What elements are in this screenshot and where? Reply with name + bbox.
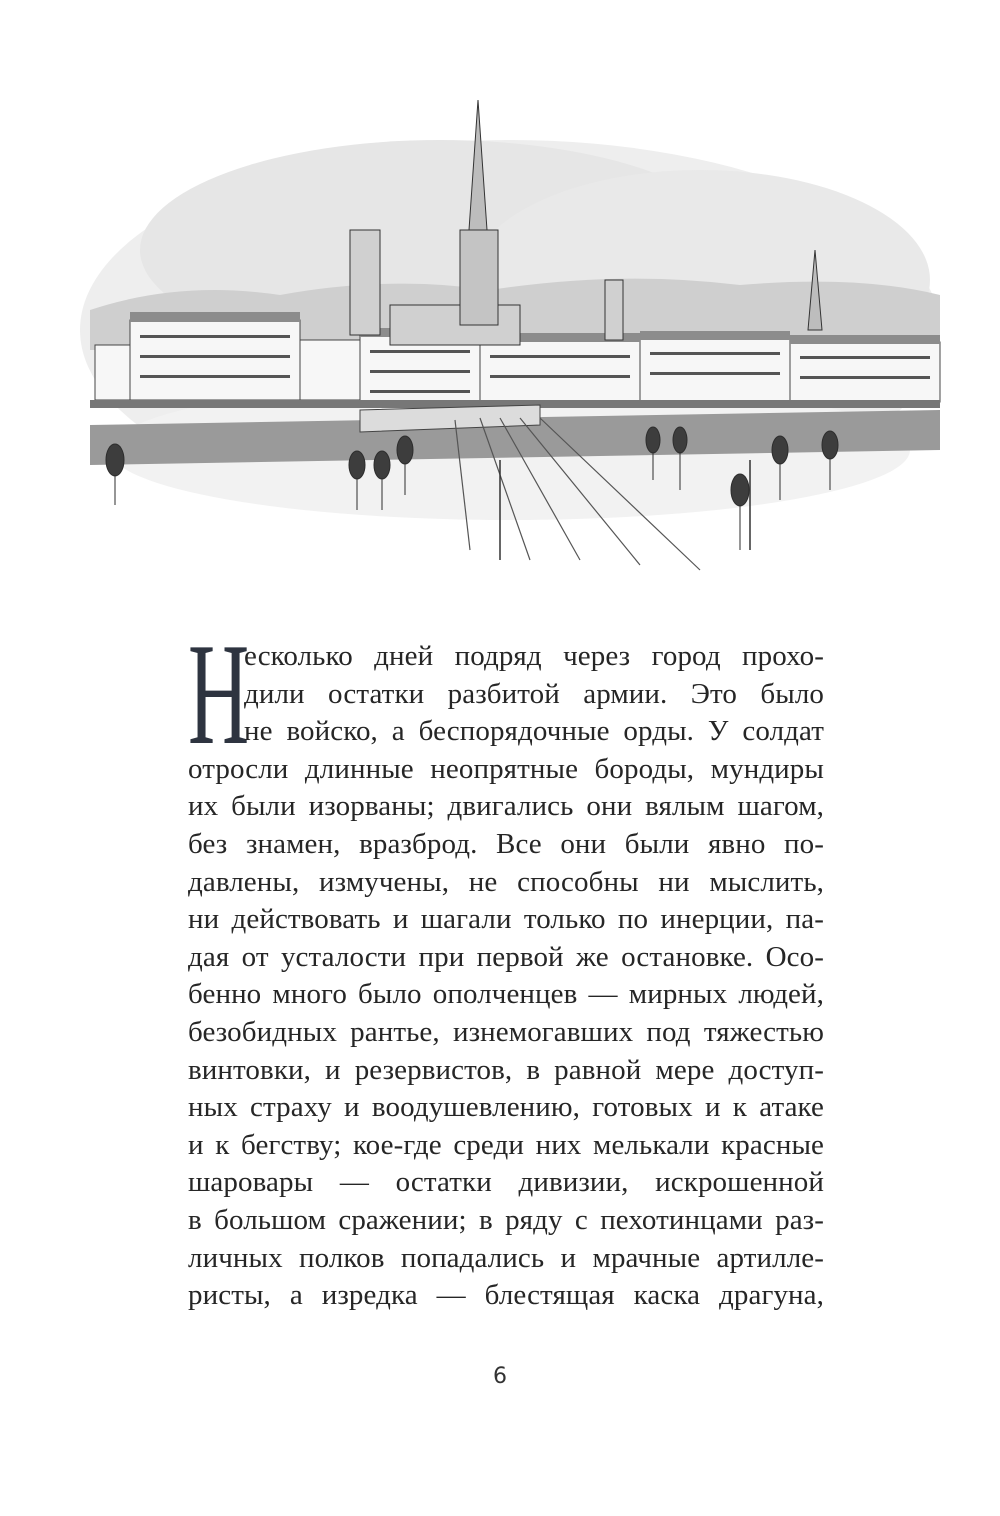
text-line: в большом сражении; в ряду с пехотинцами раз-: [188, 1203, 824, 1236]
text-line: и к бегству; кое-где среди них мелькали красные: [188, 1128, 824, 1161]
text-line: ни действовать и шагали только по инерции, па-: [188, 903, 824, 936]
text-line: личных полков попадались и мрачные артилле-: [188, 1241, 824, 1274]
text-line: безобидных рантье, изнемогавших под тяжестью: [188, 1015, 824, 1048]
text-line: ных страху и воодушевлению, готовых и к атаке: [188, 1091, 824, 1124]
page-number: 6: [493, 1364, 507, 1389]
text-line: их были изорваны; двигались они вялым шагом,: [188, 790, 824, 823]
text-line: винтовки, и резервистов, в равной мере доступ-: [188, 1053, 824, 1086]
text-line: ристы, а изредка — блестящая каска драгуна,: [188, 1279, 824, 1312]
text-line: дили остатки разбитой армии. Это было: [244, 677, 824, 710]
city-illustration: [60, 80, 960, 580]
text-line: есколько дней подряд через город прохо-: [244, 640, 824, 672]
text-line: дая от усталости при первой же остановке. Осо-: [188, 940, 824, 973]
text-line: бенно много было ополченцев — мирных людей,: [188, 978, 824, 1011]
text-line: шаровары — остатки дивизии, искрошенной: [188, 1166, 824, 1199]
drop-cap: Н: [188, 613, 250, 775]
text-line: давлены, измучены, не способны ни мыслить,: [188, 865, 824, 898]
text-line: отросли длинные неопрятные бороды, мундиры: [188, 752, 824, 785]
text-line: не войско, а беспорядочные орды. У солдат: [244, 715, 824, 748]
body-paragraph: [188, 613, 824, 1315]
text-line: без знамен, вразброд. Все они были явно по-: [188, 827, 824, 860]
